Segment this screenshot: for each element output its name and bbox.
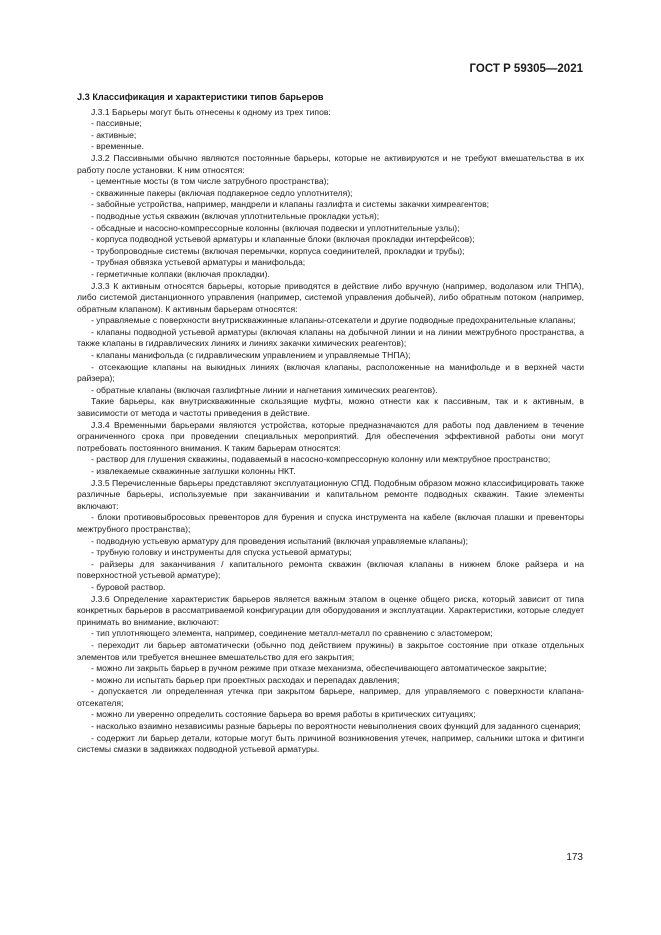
paragraph: J.3.4 Временными барьерами являются устройства, которые предназначаются для работы под давлением в течение ограниченного срока при проведении специальных мероприятий. Для обеспечения эффективной работы они могут потребовать постоянного внимания. К таким барьерам относятся: [77, 419, 584, 453]
list-item: - управляемые с поверхности внутрискважинные клапаны-отсекатели и другие подводные предохранительные клапаны; [91, 315, 576, 326]
list-item: - обсадные и насосно-компрессорные колонны (включая подвески и уплотнительные узлы); [91, 222, 460, 233]
list-item: - можно ли уверенно определить состояние барьера во время работы в критических ситуациях; [91, 709, 476, 720]
list-item: - раствор для глушения скважины, подаваемый в насосно-компрессорную колонну или межтрубное пространство; [91, 454, 551, 465]
list-item: - подводную устьевую арматуру для проведения испытаний (включая управляемые клапаны); [91, 535, 468, 546]
list-item: - клапаны подводной устьевой арматуры (включая клапаны на добычной линии и на линии межтрубного пространства, а также клапаны в гидравлических линиях и линиях закачки химических реагентов); [77, 326, 584, 349]
page-number: 173 [566, 852, 583, 863]
list-item: - клапаны манифольда (с гидравлическим управлением и управляемые ТНПА); [91, 350, 411, 361]
list-item: - забойные устройства, например, мандрели и клапаны газлифта и системы закачки химреагентов; [91, 199, 490, 210]
document-code: ГОСТ Р 59305—2021 [469, 63, 583, 75]
list-item: - можно ли закрыть барьер в ручном режиме при отказе механизма, обеспечивающего автоматическое закрытие; [91, 663, 547, 674]
list-item: - скважинные пакеры (включая подпакерное седло уплотнителя); [91, 187, 353, 198]
list-item: - райзеры для заканчивания / капитального ремонта скважин (включая клапаны в нижнем блоке райзера и на поверхностной устьевой арматуре); [77, 558, 584, 581]
list-item: - извлекаемые скважинные заглушки колонны НКТ. [91, 466, 296, 476]
page-body [77, 92, 584, 756]
list-item: - трубная обвязка устьевой арматуры и манифольда; [91, 257, 306, 268]
list-item: - подводные устья скважин (включая уплотнительные прокладки устья); [91, 210, 380, 221]
list-item: - отсекающие клапаны на выкидных линиях (включая клапаны, расположенные на манифольде и в верхней части райзера); [77, 361, 584, 384]
list-item: - переходит ли барьер автоматически (обычно под действием пружины) в закрытое состояние при отказе отдельных элементов или требуется внешнее вмешательство для его закрытия; [77, 639, 584, 662]
list-item: - можно ли испытать барьер при проектных расходах и перепадах давления; [91, 674, 400, 685]
list-item: - содержит ли барьер детали, которые могут быть причиной возникновения утечек, например, сальники штока и фитинги системы смазки в задвижках подводной устьевой арматуры. [77, 732, 584, 755]
list-item: - тип уплотняющего элемента, например, соединение металл-металл по сравнению с эластомером; [91, 628, 493, 639]
paragraph: Такие барьеры, как внутрискважинные скользящие муфты, можно отнести как к пассивным, так и к активным, в зависимости от метода и частоты приведения в действие. [77, 396, 584, 419]
list-item: - корпуса подводной устьевой арматуры и клапанные блоки (включая прокладки интерфейсов); [91, 234, 475, 245]
paragraph: J.3.2 Пассивными обычно являются постоянные барьеры, которые не активируются и не требуют вмешательства в их работу после установки. К ним относятся: [77, 152, 584, 175]
paragraph: J.3.3 К активным относятся барьеры, которые приводятся в действие либо вручную (например, водолазом или ТНПА), либо системой дистанционного управления (например, системой управления добычей), либо обратным потоком (например, обратным клапаном). К активным барьерам относятся: [77, 280, 584, 314]
list-item: - насколько взаимно независимы разные барьеры по вероятности невыполнения своих функций для заданного сценария; [91, 721, 581, 732]
paragraph: J.3.6 Определение характеристик барьеров является важным этапом в оценке общего риска, который зависит от типа конкретных барьеров в рассматриваемой конфигурации для оборудования и эксплуатации. Характеристики, которые следует принимать во внимание, включают: [77, 593, 584, 627]
list-item: - буровой раствор. [91, 581, 166, 592]
list-item: - обратные клапаны (включая газлифтные линии и нагнетания химических реагентов). [91, 384, 438, 395]
list-item: - трубопроводные системы (включая перемычки, корпуса соединителей, прокладки и трубы); [91, 245, 465, 256]
list-item: - блоки противовыбросовых превенторов для бурения и спуска инструмента на кабеле (включая плашки и превенторы межтрубного пространства); [77, 512, 584, 534]
list-item: - допускается ли определенная утечка при закрытом барьере, например, для управляемого с поверхности клапана-отсекателя; [77, 686, 584, 708]
paragraph: J.3.5 Перечисленные барьеры представляют эксплуатационную СПД. Подобным образом можно классифицировать также различные барьеры, используемые при заканчивании и капитальном ремонте подводных скважин. Такие элементы включают: [77, 477, 584, 511]
paragraph: J.3.1 Барьеры могут быть отнесены к одному из трех типов: [91, 106, 331, 117]
list-item: - активные; [91, 129, 137, 140]
list-item: - герметичные колпаки (включая прокладки). [91, 268, 270, 279]
paragraph-list [77, 107, 584, 756]
list-item: - пассивные; [91, 118, 142, 129]
list-item: - трубную головку и инструменты для спуска устьевой арматуры; [91, 547, 352, 558]
list-item: - временные. [91, 141, 144, 152]
list-item: - цементные мосты (в том числе затрубного пространства); [91, 176, 329, 187]
section-title: J.3 Классификация и характеристики типов барьеров [77, 92, 324, 102]
